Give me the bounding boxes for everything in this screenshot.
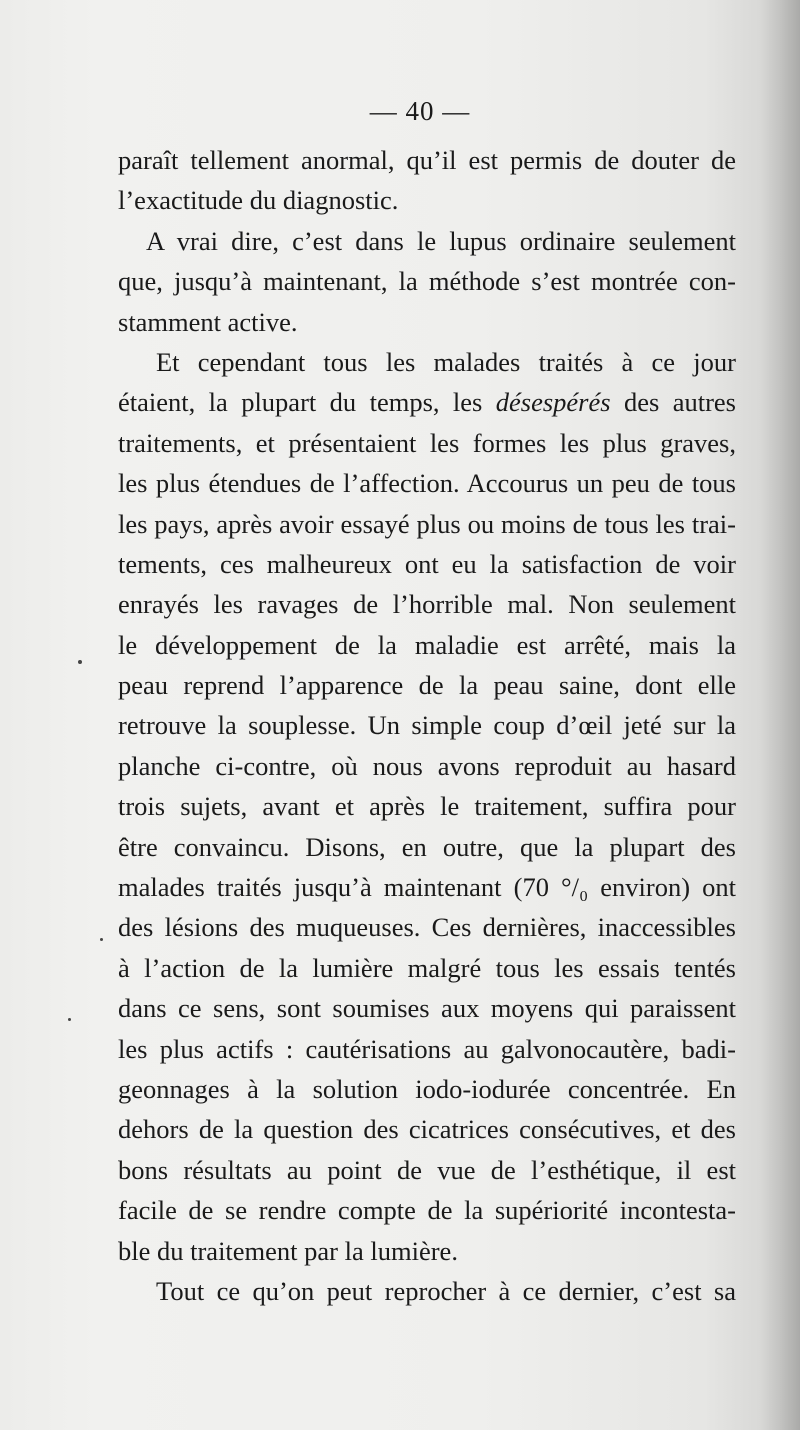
print-speck: [100, 938, 103, 941]
text-line-24: geonnages à la solution iodo-iodurée concentrée. En: [118, 1073, 736, 1104]
print-speck: [78, 660, 82, 664]
text-line-9: les plus étendues de l’affection. Accourus un peu de tous: [118, 468, 736, 499]
text-line-7: [118, 382, 736, 422]
text-line-13: le développement de la maladie est arrêté, mais la: [118, 629, 736, 660]
text-line-23: les plus actifs : cautérisations au galvonocautère, badi-: [118, 1033, 736, 1064]
text-line-28: ble du traitement par la lumière.: [118, 1235, 458, 1266]
print-speck: [68, 1018, 71, 1021]
text-line-8: traitements, et présentaient les formes les plus graves,: [118, 427, 736, 458]
text-line-7-end: des autres: [610, 387, 736, 418]
text-line-16: planche ci-contre, où nous avons reproduit au hasard: [118, 750, 736, 781]
text-line-29: Tout ce qu’on peut reprocher à ce dernier, c’est sa: [156, 1275, 736, 1306]
text-line-7-start: étaient, la plupart du temps, les: [118, 387, 496, 418]
text-line-11: tements, ces malheureux ont eu la satisfaction de voir: [118, 548, 736, 579]
text-line-21: à l’action de la lumière malgré tous les essais tentés: [118, 952, 736, 983]
text-line-1: paraît tellement anormal, qu’il est permis de douter de: [118, 145, 736, 175]
emphasis-desesperes: désespérés: [495, 387, 611, 418]
text-line-4: que, jusqu’à maintenant, la méthode s’est montrée con-: [118, 266, 736, 297]
text-line-14: peau reprend l’apparence de la peau saine, dont elle: [118, 670, 736, 701]
text-line-22: dans ce sens, sont soumises aux moyens qui paraissent: [118, 993, 736, 1024]
text-line-25: dehors de la question des cicatrices consécutives, et des: [118, 1114, 736, 1145]
text-line-17: trois sujets, avant et après le traitement, suffira pour: [118, 791, 736, 822]
text-line-6: Et cependant tous les malades traités à ce jour: [156, 346, 736, 377]
text-line-27: facile de se rendre compte de la supériorité incontesta-: [118, 1195, 736, 1226]
text-line-18: être convaincu. Disons, en outre, que la plupart des: [118, 831, 736, 862]
text-line-19: malades traités jusqu’à maintenant (70 °/₀ environ) ont: [118, 872, 736, 903]
body-text: [118, 140, 736, 1311]
text-line-26: bons résultats au point de vue de l’esthétique, il est: [118, 1154, 736, 1185]
text-line-3: A vrai dire, c’est dans le lupus ordinaire seulement: [146, 225, 736, 256]
text-line-2: l’exactitude du diagnostic.: [118, 185, 399, 216]
text-line-12: enrayés les ravages de l’horrible mal. Non seulement: [118, 589, 736, 620]
text-line-5: stamment active.: [118, 306, 298, 337]
text-line-15: retrouve la souplesse. Un simple coup d’œil jeté sur la: [118, 710, 736, 741]
text-line-20: des lésions des muqueuses. Ces dernières, inaccessibles: [118, 912, 736, 943]
page-number: — 40 —: [369, 96, 471, 126]
binding-shadow: [760, 0, 800, 1430]
text-line-10: les pays, après avoir essayé plus ou moins de tous les trai-: [118, 508, 736, 539]
